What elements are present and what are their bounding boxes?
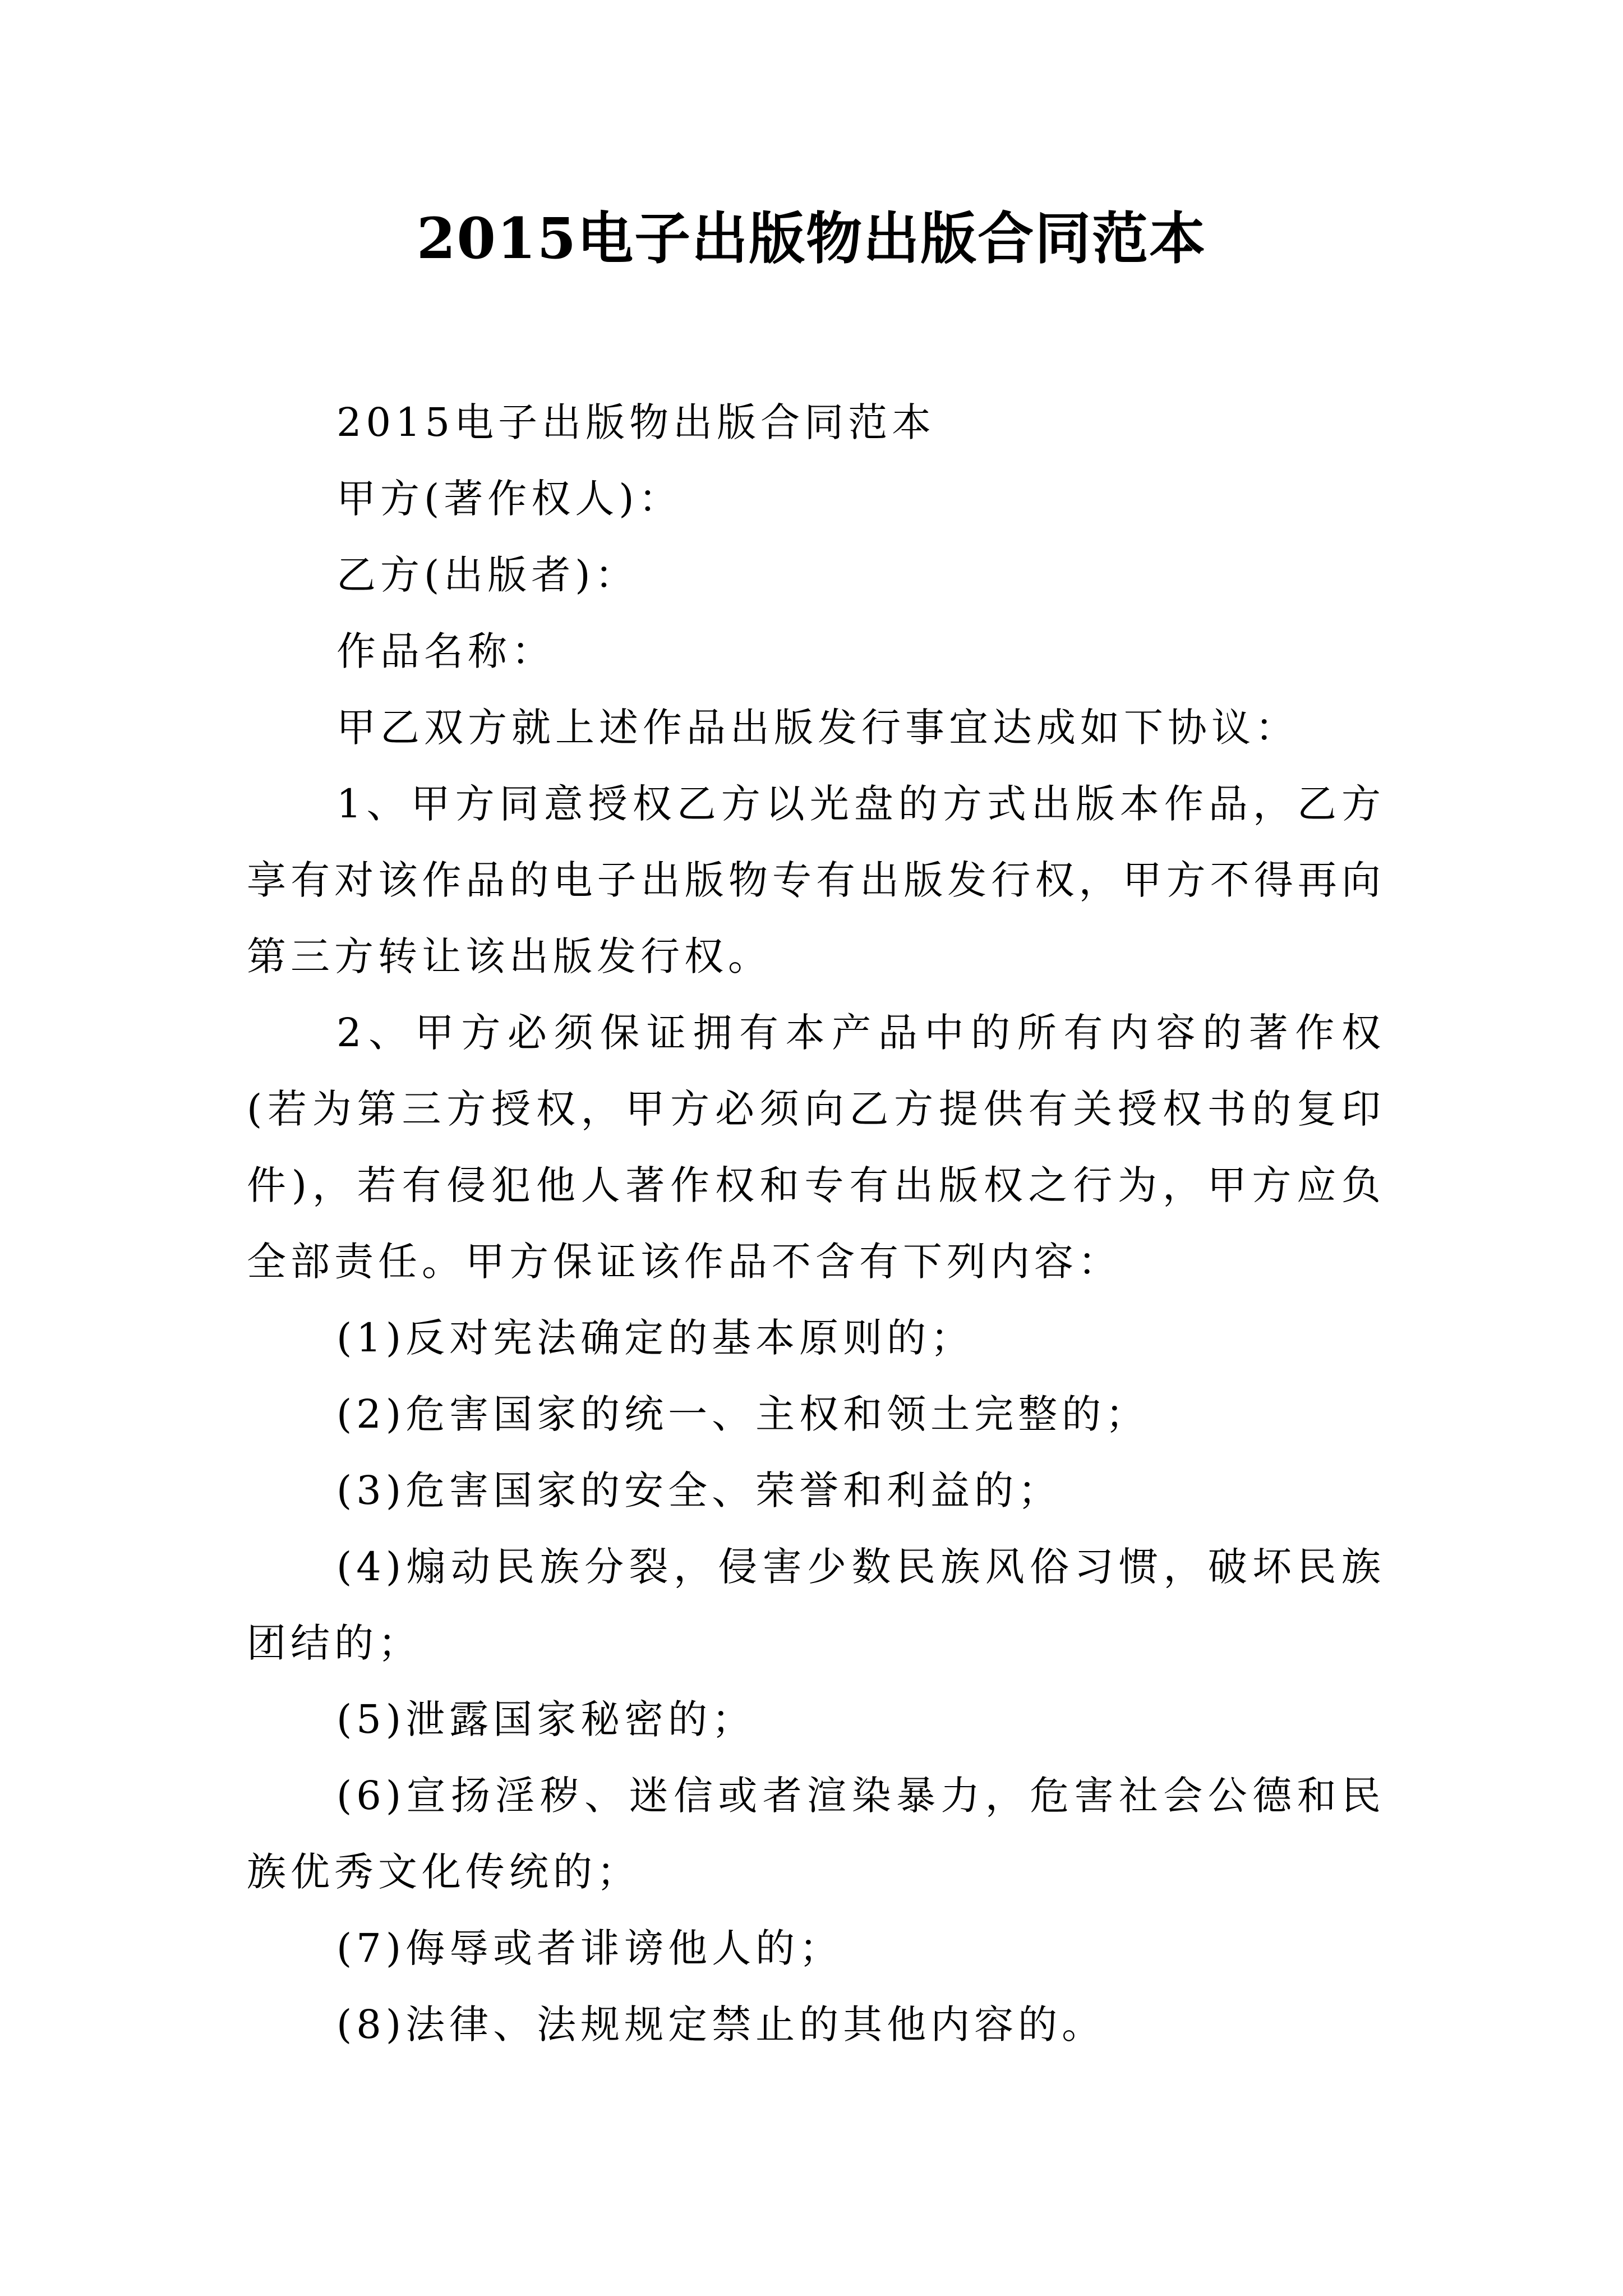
paragraph-subtitle: 2015电子出版物出版合同范本 [336, 399, 936, 445]
list-item: (3)危害国家的安全、荣誉和利益的； [336, 1467, 1062, 1513]
paragraph-party-a: 甲方(著作权人)： [336, 476, 683, 522]
list-item: (6)宣扬淫秽、迷信或者渲染暴力，危害社会公德和民族优秀文化传统的； [247, 1773, 1385, 1895]
document-body [247, 384, 1385, 2063]
paragraph-clause-1: 1、甲方同意授权乙方以光盘的方式出版本作品，乙方享有对该作品的电子出版物专有出版发行权，甲方不得再向第三方转让该出版发行权。 [247, 781, 1385, 979]
list-item: (1)反对宪法确定的基本原则的； [336, 1315, 975, 1361]
list-item: (8)法律、法规规定禁止的其他内容的。 [336, 2001, 1106, 2047]
list-item: (7)侮辱或者诽谤他人的； [336, 1925, 843, 1971]
paragraph-work-name: 作品名称： [336, 628, 555, 674]
document-title: 2015电子出版物出版合同范本 [416, 205, 1207, 272]
paragraph-agreement-intro: 甲乙双方就上述作品出版发行事宜达成如下协议： [336, 705, 1299, 751]
list-item: (2)危害国家的统一、主权和领土完整的； [336, 1391, 1150, 1437]
list-item: (4)煽动民族分裂，侵害少数民族风俗习惯，破坏民族团结的； [247, 1544, 1385, 1666]
list-item: (5)泄露国家秘密的； [336, 1696, 756, 1742]
paragraph-clause-2: 2、甲方必须保证拥有本产品中的所有内容的著作权(若为第三方授权，甲方必须向乙方提供有关授权书的复印件)，若有侵犯他人著作权和专有出版权之行为，甲方应负全部责任。甲方保证该作品不含有下列内容： [247, 1010, 1385, 1285]
paragraph-party-b: 乙方(出版者)： [336, 552, 639, 598]
